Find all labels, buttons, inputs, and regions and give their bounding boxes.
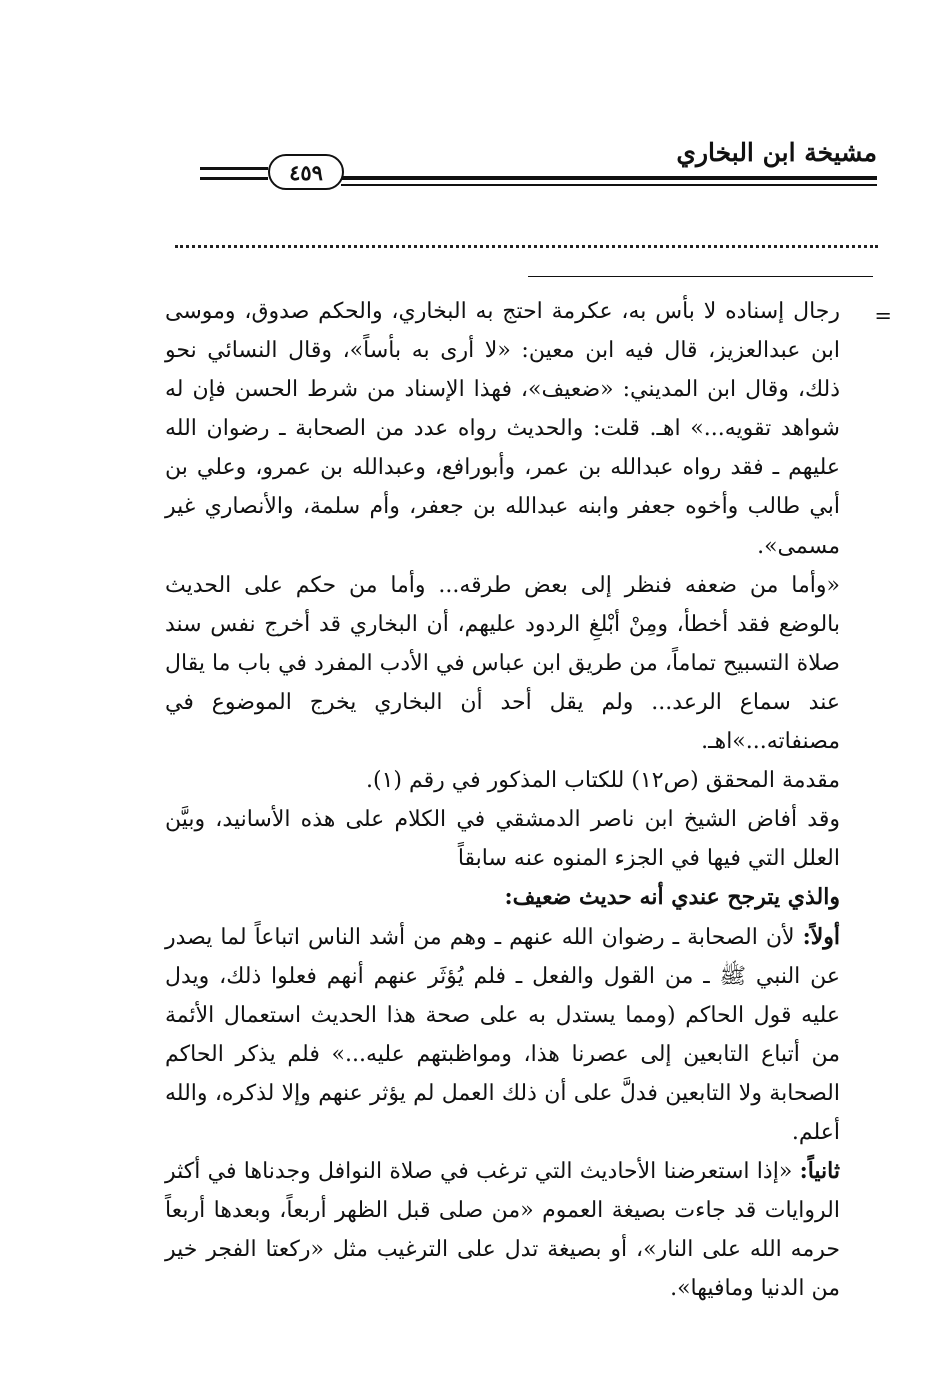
paragraph-source bbox=[165, 761, 840, 800]
book-title: مشيخة ابن البخاري bbox=[676, 138, 877, 167]
paragraph-text: رجال إسناده لا بأس به، عكرمة احتج به البخاري، والحكم صدوق، وموسى ابن عبدالعزيز، قال فيه ابن معين: «لا أرى به بأساً»، وقال النسائي نحو ذلك، وقال ابن المديني: «ضعيف»، فهذا الإسناد من شرط الحسن فإن له شواهد تقويه...» اهـ. قلت: والحديث رواه عدد من الصحابة ـ رضوان الله عليهم ـ فقد رواه عبدالله بن عمر، وأبورافع، وعبدالله بن عمرو، وعلي بن أبي طالب وأخوه جعفر وابنه عبدالله بن جعفر، وأم سلمة، والأنصاري غير مسمى». bbox=[165, 299, 840, 559]
continuation-mark: = bbox=[874, 304, 892, 328]
bold-heading: والذي يترجح عندي أنه حديث ضعيف: bbox=[504, 884, 840, 911]
header-rule-left-thick bbox=[200, 167, 268, 170]
page-number: ٤٥٩ bbox=[268, 154, 344, 190]
paragraph-first-reason bbox=[165, 918, 840, 1153]
bold-heading: ثانياً: bbox=[799, 1158, 840, 1185]
footnote-text bbox=[165, 292, 840, 1308]
footnote-rule bbox=[528, 276, 873, 277]
paragraph-text: «إذا استعرضنا الأحاديث التي ترغب في صلاة النوافل وجدناها في أكثر الروايات قد جاءت بصيغة العموم «من صلى قبل الظهر أربعاً، وبعدها أربعاً حرمه الله على النار»، أو بصيغة تدل على الترغيب مثل «ركعتا الفجر خير من الدنيا ومافيها». bbox=[165, 1159, 840, 1302]
paragraph-ibn-nasir bbox=[165, 800, 840, 878]
header-rule-thick bbox=[341, 176, 877, 180]
paragraph-second-reason bbox=[165, 1152, 840, 1308]
paragraph-text: لأن الصحابة ـ رضوان الله عنهم ـ وهم من أشد الناس اتباعاً لما يصدر عن النبي ﷺ ـ من القول والفعل ـ فلم يُؤثَر عنهم أنهم فعلوا ذلك، ويدل عليه قول الحاكم (ومما يستدل به على صحة هذا الحديث استعمال الأئمة من أتباع التابعين إلى عصرنا هذا، ومواظبتهم عليه...» فلم يذكر الحاكم الصحابة ولا التابعين فدلَّ على أن ذلك العمل لم يؤثر عنهم وإلا لذكره، والله أعلم. bbox=[165, 924, 840, 1145]
paragraph-narrators bbox=[165, 292, 840, 566]
paragraph-conclusion-heading bbox=[165, 878, 840, 917]
dotted-separator bbox=[175, 245, 878, 248]
header-rule-thin bbox=[341, 184, 877, 186]
header-rule-left-thin bbox=[200, 177, 268, 180]
bold-heading: أولاً: bbox=[802, 923, 840, 950]
paragraph-weakening bbox=[165, 566, 840, 761]
paragraph-text: وقد أفاض الشيخ ابن ناصر الدمشقي في الكلام على هذه الأسانيد، وبيَّن العلل التي فيها في الجزء المنوه عنه سابقاً bbox=[165, 807, 840, 872]
paragraph-text: مقدمة المحقق (ص١٢) للكتاب المذكور في رقم (١). bbox=[366, 768, 840, 794]
paragraph-text: «وأما من ضعفه فنظر إلى بعض طرقه... وأما من حكم على الحديث بالوضع فقد أخطأ، ومِنْ أبْلغِ الردود عليهم، أن البخاري قد أخرج نفس سند صلاة التسبيح تماماً، من طريق ابن عباس في الأدب المفرد في باب ما يقال عند سماع الرعد... ولم يقل أحد أن البخاري يخرج الموضوع في مصنفاته...»اهـ. bbox=[165, 572, 840, 755]
